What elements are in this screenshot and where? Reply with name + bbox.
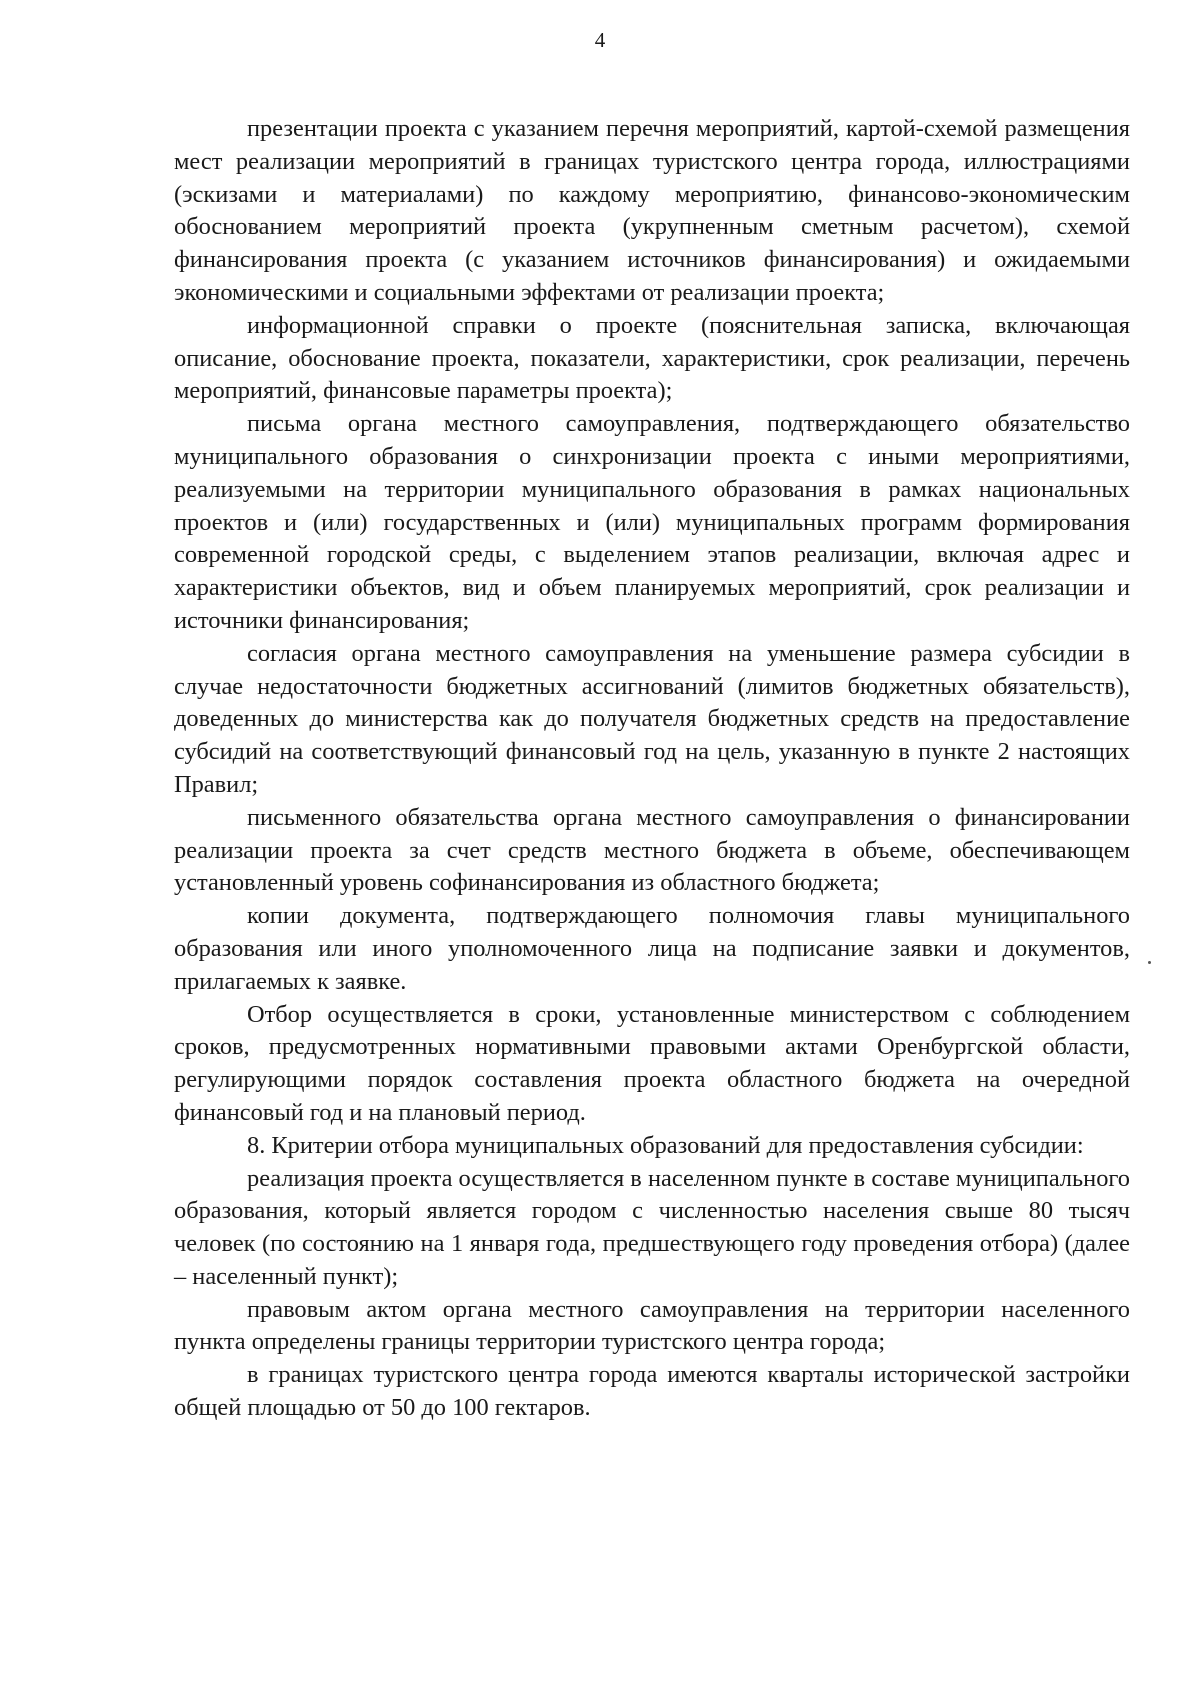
paragraph-written-obligation: письменного обязательства органа местного самоуправления о финансировании реализации проекта за счет средств местного бюджета в объеме, обеспечивающем установленный уровень софинансирования из областного бюджета; xyxy=(174,803,1130,897)
paragraph-presentation: презентации проекта с указанием перечня мероприятий, картой-схемой размещения мест реализации мероприятий в границах туристского центра города, иллюстрациями (эскизами и материалами) по каждому мероприятию, финансово-экономическим обоснованием мероприятий проекта (укрупненным сметным расчетом), схемой финансирования проекта (с указанием источников финансирования) и ожидаемыми экономическими и социальными эффектами от реализации проекта; xyxy=(174,115,1130,306)
paragraph-criterion-boundaries: правовым актом органа местного самоуправления на территории населенного пункта определены границы территории туристского центра города; xyxy=(174,1295,1130,1356)
paragraph-consent: согласия органа местного самоуправления на уменьшение размера субсидии в случае недостаточности бюджетных ассигнований (лимитов бюджетных обязательств), доведенных до министерства как до получателя бюджетных средств на предоставление субсидий на соответствующий финансовый год на цель, указанную в пункте 2 настоящих Правил; xyxy=(174,639,1130,798)
scan-speck xyxy=(1148,961,1151,964)
paragraph-criteria-heading: 8. Критерии отбора муниципальных образований для предоставления субсидии: xyxy=(247,1131,1084,1159)
paragraph-document-copy: копии документа, подтверждающего полномочия главы муниципального образования или иного уполномоченного лица на подписание заявки и документов, прилагаемых к заявке. xyxy=(174,902,1130,995)
paragraph-criterion-historic-blocks: в границах туристского центра города имеются кварталы исторической застройки общей площадью от 50 до 100 гектаров. xyxy=(174,1361,1130,1422)
page-number: 4 xyxy=(594,28,606,52)
paragraph-criterion-city: реализация проекта осуществляется в населенном пункте в составе муниципального образования, который является городом с численностью населения свыше 80 тысяч человек (по состоянию на 1 января года, предшествующего году проведения отбора) (далее – населенный пункт); xyxy=(174,1164,1130,1290)
paragraph-selection-terms: Отбор осуществляется в сроки, установленные министерством с соблюдением сроков, предусмотренных нормативными правовыми актами Оренбургской области, регулирующими порядок составления проекта областного бюджета на очередной финансовый год и на плановый период. xyxy=(174,1000,1130,1126)
document-body xyxy=(174,113,1130,1425)
paragraph-letter: письма органа местного самоуправления, подтверждающего обязательство муниципального образования о синхронизации проекта с иными мероприятиями, реализуемыми на территории муниципального образования в рамках национальных проектов и (или) государственных и (или) муниципальных программ формирования современной городской среды, с выделением этапов реализации, включая адрес и характеристики объектов, вид и объем планируемых мероприятий, срок реализации и источники финансирования; xyxy=(174,410,1130,634)
paragraph-info-note: информационной справки о проекте (пояснительная записка, включающая описание, обоснование проекта, показатели, характеристики, срок реализации, перечень мероприятий, финансовые параметры проекта); xyxy=(174,311,1130,405)
